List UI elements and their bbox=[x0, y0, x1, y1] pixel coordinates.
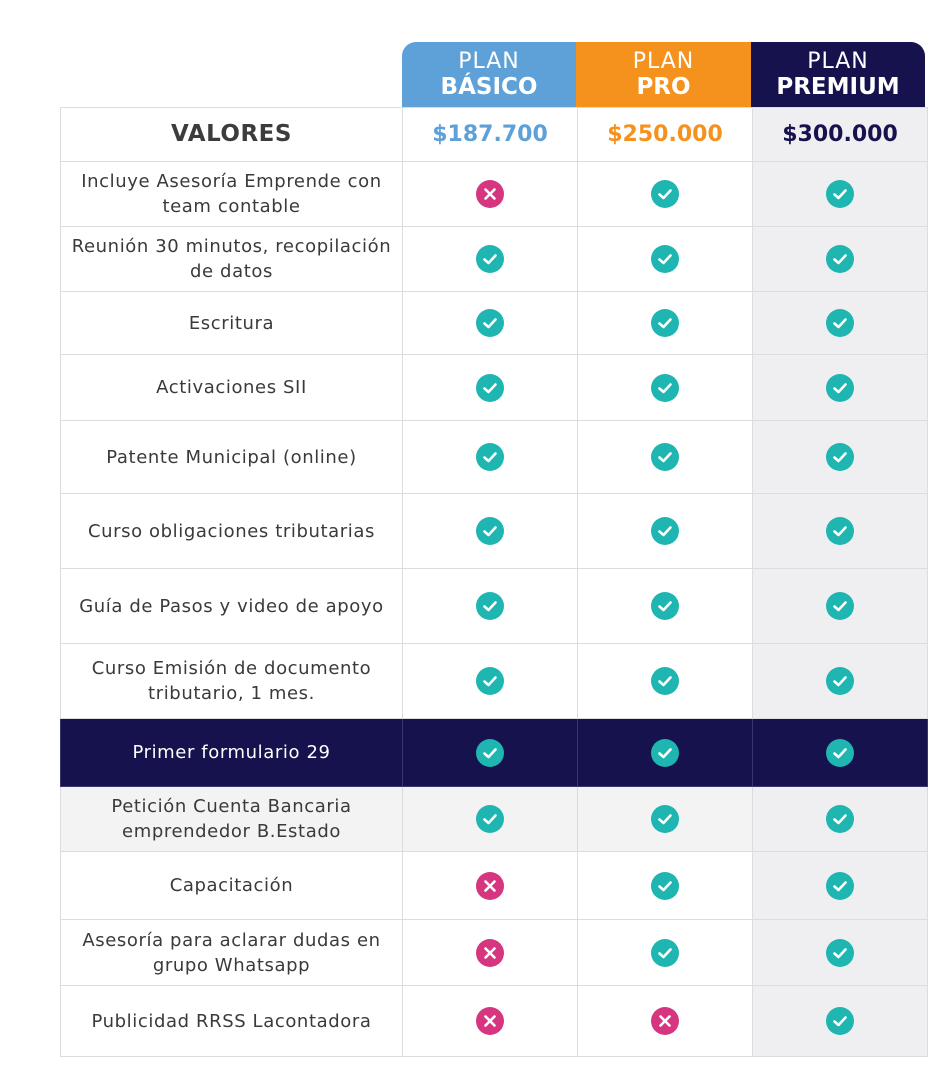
feature-label: Incluye Asesoría Emprende con team contable bbox=[61, 162, 403, 227]
cross-icon bbox=[476, 939, 504, 967]
price-basico: $187.700 bbox=[432, 122, 548, 147]
cell-pro bbox=[578, 292, 753, 355]
feature-row bbox=[61, 569, 928, 644]
cell-basico bbox=[403, 227, 578, 292]
cell-pro bbox=[578, 421, 753, 494]
price-cell-pro bbox=[578, 108, 753, 162]
check-icon bbox=[826, 872, 854, 900]
check-icon bbox=[651, 592, 679, 620]
price-cell-premium bbox=[753, 108, 928, 162]
cell-premium bbox=[753, 494, 928, 569]
feature-label: Reunión 30 minutos, recopilación de datos bbox=[61, 227, 403, 292]
feature-row bbox=[61, 719, 928, 787]
cell-premium bbox=[753, 852, 928, 920]
check-icon bbox=[651, 245, 679, 273]
check-icon bbox=[476, 592, 504, 620]
valores-label: VALORES bbox=[61, 108, 403, 162]
check-icon bbox=[476, 374, 504, 402]
feature-row bbox=[61, 852, 928, 920]
check-icon bbox=[651, 872, 679, 900]
cell-basico bbox=[403, 920, 578, 986]
cell-premium bbox=[753, 719, 928, 787]
cross-icon bbox=[476, 180, 504, 208]
check-icon bbox=[826, 939, 854, 967]
feature-row bbox=[61, 421, 928, 494]
prices-row bbox=[61, 108, 928, 162]
cell-basico bbox=[403, 421, 578, 494]
check-icon bbox=[476, 309, 504, 337]
feature-row bbox=[61, 227, 928, 292]
plan-name: PREMIUM bbox=[776, 74, 900, 100]
cell-basico bbox=[403, 719, 578, 787]
plan-header-premium bbox=[751, 42, 925, 108]
check-icon bbox=[476, 667, 504, 695]
cell-basico bbox=[403, 787, 578, 852]
cell-basico bbox=[403, 292, 578, 355]
check-icon bbox=[476, 517, 504, 545]
check-icon bbox=[651, 739, 679, 767]
feature-label: Capacitación bbox=[61, 852, 403, 920]
cross-icon bbox=[651, 1007, 679, 1035]
feature-label: Guía de Pasos y video de apoyo bbox=[61, 569, 403, 644]
check-icon bbox=[651, 443, 679, 471]
cell-pro bbox=[578, 852, 753, 920]
feature-label: Escritura bbox=[61, 292, 403, 355]
plan-word: PLAN bbox=[458, 49, 520, 74]
cell-premium bbox=[753, 355, 928, 421]
feature-row bbox=[61, 355, 928, 421]
check-icon bbox=[651, 939, 679, 967]
price-cell-basico bbox=[403, 108, 578, 162]
cell-pro bbox=[578, 569, 753, 644]
check-icon bbox=[826, 374, 854, 402]
cell-premium bbox=[753, 292, 928, 355]
feature-row bbox=[61, 787, 928, 852]
plan-header-pro bbox=[576, 42, 751, 108]
check-icon bbox=[826, 443, 854, 471]
check-icon bbox=[826, 309, 854, 337]
check-icon bbox=[476, 443, 504, 471]
plan-name: PRO bbox=[636, 74, 691, 100]
cell-basico bbox=[403, 494, 578, 569]
check-icon bbox=[826, 1007, 854, 1035]
cross-icon bbox=[476, 1007, 504, 1035]
cell-pro bbox=[578, 986, 753, 1057]
cell-premium bbox=[753, 162, 928, 227]
check-icon bbox=[826, 517, 854, 545]
plan-name: BÁSICO bbox=[440, 74, 538, 100]
cell-basico bbox=[403, 162, 578, 227]
cross-icon bbox=[476, 872, 504, 900]
feature-label: Primer formulario 29 bbox=[61, 719, 403, 787]
cell-premium bbox=[753, 787, 928, 852]
check-icon bbox=[826, 592, 854, 620]
cell-premium bbox=[753, 421, 928, 494]
price-premium: $300.000 bbox=[782, 122, 898, 147]
check-icon bbox=[651, 180, 679, 208]
cell-premium bbox=[753, 644, 928, 719]
feature-row bbox=[61, 986, 928, 1057]
feature-label: Curso Emisión de documento tributario, 1 mes. bbox=[61, 644, 403, 719]
feature-row bbox=[61, 644, 928, 719]
cell-basico bbox=[403, 569, 578, 644]
check-icon bbox=[651, 517, 679, 545]
feature-label: Asesoría para aclarar dudas en grupo Whatsapp bbox=[61, 920, 403, 986]
check-icon bbox=[476, 739, 504, 767]
plan-word: PLAN bbox=[807, 49, 869, 74]
check-icon bbox=[651, 309, 679, 337]
cell-basico bbox=[403, 986, 578, 1057]
cell-pro bbox=[578, 644, 753, 719]
cell-pro bbox=[578, 494, 753, 569]
feature-label: Activaciones SII bbox=[61, 355, 403, 421]
check-icon bbox=[826, 739, 854, 767]
cell-pro bbox=[578, 787, 753, 852]
feature-row bbox=[61, 494, 928, 569]
cell-premium bbox=[753, 227, 928, 292]
feature-label: Publicidad RRSS Lacontadora bbox=[61, 986, 403, 1057]
feature-label: Patente Municipal (online) bbox=[61, 421, 403, 494]
feature-row bbox=[61, 162, 928, 227]
cell-basico bbox=[403, 852, 578, 920]
cell-pro bbox=[578, 162, 753, 227]
cell-premium bbox=[753, 920, 928, 986]
plan-word: PLAN bbox=[632, 49, 695, 74]
feature-label: Curso obligaciones tributarias bbox=[61, 494, 403, 569]
cell-premium bbox=[753, 569, 928, 644]
feature-row bbox=[61, 292, 928, 355]
check-icon bbox=[476, 805, 504, 833]
cell-premium bbox=[753, 986, 928, 1057]
feature-label: Petición Cuenta Bancaria emprendedor B.Estado bbox=[61, 787, 403, 852]
check-icon bbox=[651, 667, 679, 695]
cell-pro bbox=[578, 719, 753, 787]
cell-basico bbox=[403, 355, 578, 421]
feature-row bbox=[61, 920, 928, 986]
check-icon bbox=[651, 805, 679, 833]
plan-header-basico bbox=[402, 42, 576, 108]
check-icon bbox=[826, 805, 854, 833]
check-icon bbox=[826, 245, 854, 273]
cell-pro bbox=[578, 227, 753, 292]
comparison-table bbox=[60, 107, 928, 1057]
cell-pro bbox=[578, 920, 753, 986]
check-icon bbox=[476, 245, 504, 273]
check-icon bbox=[826, 667, 854, 695]
cell-pro bbox=[578, 355, 753, 421]
check-icon bbox=[651, 374, 679, 402]
check-icon bbox=[826, 180, 854, 208]
price-pro: $250.000 bbox=[607, 122, 723, 147]
cell-basico bbox=[403, 644, 578, 719]
